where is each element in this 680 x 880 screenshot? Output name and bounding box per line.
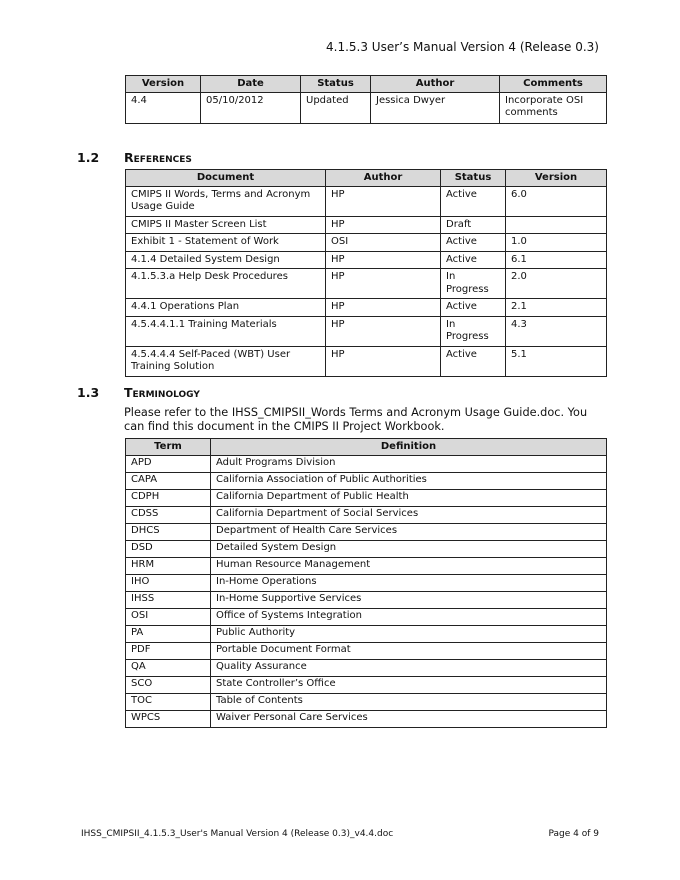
reference-row bbox=[126, 269, 607, 299]
term-row bbox=[126, 608, 607, 625]
table-cell: HP bbox=[326, 299, 441, 317]
section-number: 1.3 bbox=[77, 385, 100, 400]
term-row bbox=[126, 506, 607, 523]
table-cell: 6.0 bbox=[506, 186, 607, 216]
table-cell: 1.0 bbox=[506, 234, 607, 252]
table-cell: In-Home Operations bbox=[211, 574, 607, 591]
table-cell: APD bbox=[126, 455, 211, 472]
term-row bbox=[126, 591, 607, 608]
table-cell: CDSS bbox=[126, 506, 211, 523]
table-cell: State Controller’s Office bbox=[211, 676, 607, 693]
table-cell: HP bbox=[326, 186, 441, 216]
table-cell: IHO bbox=[126, 574, 211, 591]
term-row bbox=[126, 693, 607, 710]
term-row bbox=[126, 455, 607, 472]
table-cell: Adult Programs Division bbox=[211, 455, 607, 472]
term-row bbox=[126, 472, 607, 489]
table-cell: Active bbox=[441, 299, 506, 317]
table-cell: Exhibit 1 - Statement of Work bbox=[126, 234, 326, 252]
table-cell: 4.4 bbox=[126, 92, 201, 123]
table-cell: HRM bbox=[126, 557, 211, 574]
table-cell: OSI bbox=[326, 234, 441, 252]
table-cell: Waiver Personal Care Services bbox=[211, 710, 607, 727]
term-row bbox=[126, 489, 607, 506]
terminology-table bbox=[125, 438, 607, 728]
section-title: Terminology bbox=[124, 385, 200, 400]
table-cell: Active bbox=[441, 251, 506, 269]
reference-row bbox=[126, 216, 607, 234]
table-cell: HP bbox=[326, 346, 441, 376]
term-row bbox=[126, 523, 607, 540]
section-title: References bbox=[124, 150, 192, 165]
table-cell: HP bbox=[326, 269, 441, 299]
reference-row bbox=[126, 234, 607, 252]
table-cell: In-Home Supportive Services bbox=[211, 591, 607, 608]
column-header: Comments bbox=[500, 76, 607, 93]
term-row bbox=[126, 659, 607, 676]
table-cell: Office of Systems Integration bbox=[211, 608, 607, 625]
table-cell: 4.5.4.4.1.1 Training Materials bbox=[126, 316, 326, 346]
table-cell: In Progress bbox=[441, 269, 506, 299]
column-header: Document bbox=[126, 170, 326, 187]
table-cell: IHSS bbox=[126, 591, 211, 608]
table-cell bbox=[506, 216, 607, 234]
table-cell: PA bbox=[126, 625, 211, 642]
table-cell: 4.1.5.3.a Help Desk Procedures bbox=[126, 269, 326, 299]
column-header: Term bbox=[126, 439, 211, 456]
table-cell: In Progress bbox=[441, 316, 506, 346]
column-header: Status bbox=[301, 76, 371, 93]
revision-table bbox=[125, 75, 607, 124]
terminology-paragraph: Please refer to the IHSS_CMIPSII_Words Terms and Acronym Usage Guide.doc. You can find this document in the CMIPS II Project Workbook. bbox=[124, 406, 588, 433]
table-cell: 5.1 bbox=[506, 346, 607, 376]
column-header: Version bbox=[126, 76, 201, 93]
column-header: Author bbox=[326, 170, 441, 187]
term-row bbox=[126, 557, 607, 574]
table-cell: HP bbox=[326, 216, 441, 234]
table-cell: CMIPS II Words, Terms and Acronym Usage Guide bbox=[126, 186, 326, 216]
reference-row bbox=[126, 251, 607, 269]
table-cell: 4.5.4.4.4 Self-Paced (WBT) User Training Solution bbox=[126, 346, 326, 376]
reference-row bbox=[126, 299, 607, 317]
table-cell: HP bbox=[326, 316, 441, 346]
table-cell: QA bbox=[126, 659, 211, 676]
page-header: 4.1.5.3 User’s Manual Version 4 (Release 0.3) bbox=[326, 40, 599, 54]
table-cell: Draft bbox=[441, 216, 506, 234]
table-cell: 6.1 bbox=[506, 251, 607, 269]
column-header: Author bbox=[371, 76, 500, 93]
table-cell: SCO bbox=[126, 676, 211, 693]
table-cell: DSD bbox=[126, 540, 211, 557]
reference-row bbox=[126, 186, 607, 216]
term-row bbox=[126, 642, 607, 659]
references-table bbox=[125, 169, 607, 377]
table-cell: 4.3 bbox=[506, 316, 607, 346]
table-cell: DHCS bbox=[126, 523, 211, 540]
column-header: Version bbox=[506, 170, 607, 187]
table-cell: CAPA bbox=[126, 472, 211, 489]
table-cell: Active bbox=[441, 186, 506, 216]
term-row bbox=[126, 710, 607, 727]
term-row bbox=[126, 625, 607, 642]
footer-filename: IHSS_CMIPSII_4.1.5.3_User's Manual Version 4 (Release 0.3)_v4.4.doc bbox=[81, 829, 394, 839]
table-cell: California Department of Social Services bbox=[211, 506, 607, 523]
table-cell: Portable Document Format bbox=[211, 642, 607, 659]
table-cell: Updated bbox=[301, 92, 371, 123]
table-cell: Detailed System Design bbox=[211, 540, 607, 557]
table-cell: 2.0 bbox=[506, 269, 607, 299]
table-cell: Table of Contents bbox=[211, 693, 607, 710]
footer-page-number: Page 4 of 9 bbox=[548, 829, 599, 839]
table-cell: Jessica Dwyer bbox=[371, 92, 500, 123]
reference-row bbox=[126, 316, 607, 346]
table-cell: Department of Health Care Services bbox=[211, 523, 607, 540]
table-cell: 4.4.1 Operations Plan bbox=[126, 299, 326, 317]
table-cell: CDPH bbox=[126, 489, 211, 506]
table-cell: 05/10/2012 bbox=[201, 92, 301, 123]
table-cell: HP bbox=[326, 251, 441, 269]
table-cell: Active bbox=[441, 234, 506, 252]
table-cell: California Association of Public Authorities bbox=[211, 472, 607, 489]
table-cell: OSI bbox=[126, 608, 211, 625]
table-cell: Active bbox=[441, 346, 506, 376]
term-row bbox=[126, 540, 607, 557]
table-cell: California Department of Public Health bbox=[211, 489, 607, 506]
table-cell: Public Authority bbox=[211, 625, 607, 642]
table-cell: 4.1.4 Detailed System Design bbox=[126, 251, 326, 269]
table-cell: WPCS bbox=[126, 710, 211, 727]
column-header: Definition bbox=[211, 439, 607, 456]
table-cell: CMIPS II Master Screen List bbox=[126, 216, 326, 234]
table-cell: Incorporate OSI comments bbox=[500, 92, 607, 123]
table-cell: PDF bbox=[126, 642, 211, 659]
revision-row bbox=[126, 92, 607, 123]
table-cell: Human Resource Management bbox=[211, 557, 607, 574]
term-row bbox=[126, 574, 607, 591]
table-cell: Quality Assurance bbox=[211, 659, 607, 676]
column-header: Date bbox=[201, 76, 301, 93]
column-header: Status bbox=[441, 170, 506, 187]
section-number: 1.2 bbox=[77, 150, 100, 165]
table-cell: 2.1 bbox=[506, 299, 607, 317]
term-row bbox=[126, 676, 607, 693]
table-cell: TOC bbox=[126, 693, 211, 710]
reference-row bbox=[126, 346, 607, 376]
